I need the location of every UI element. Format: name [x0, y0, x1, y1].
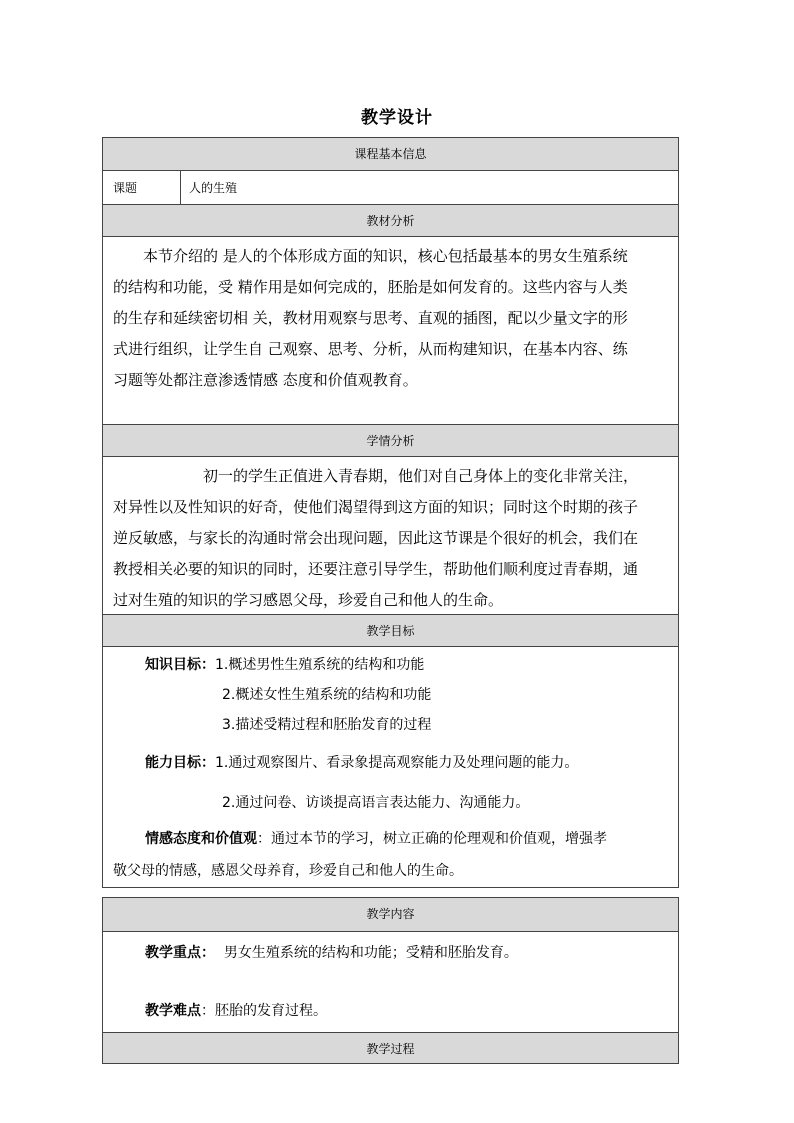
material-line: 的结构和功能，受 精作用是如何完成的，胚胎是如何发育的。这些内容与人类 [113, 278, 628, 296]
material-analysis-header [103, 205, 678, 237]
page-title: 教学设计 [361, 108, 433, 128]
emotion-goal [113, 824, 670, 856]
ability-goal-1 [113, 748, 670, 788]
learner-line: 教授相关必要的知识的同时，还要注意引导学生，帮助他们顺利度过青春期，通 [113, 560, 639, 578]
objectives-header-label: 教学目标 [366, 624, 415, 638]
knowledge-goal-label: 知识目标： [145, 657, 215, 673]
learner-line: 初一的学生正值进入青春期，他们对自己身体上的变化非常关注， [203, 467, 639, 485]
basic-info-header [103, 138, 678, 171]
content-table [102, 897, 679, 1064]
learner-analysis-header-label: 学情分析 [366, 434, 415, 448]
emotion-goal-label: 情感态度和价值观 [145, 831, 257, 847]
content-header [103, 898, 678, 932]
basic-info-header-label: 课程基本信息 [354, 147, 427, 161]
difficulty-point-label: 教学难点 [145, 1003, 201, 1019]
learner-analysis-header [103, 425, 678, 457]
emotion-goal-text: 敬父母的情感，感恩父母养育，珍爱自己和他人的生命。 [113, 863, 463, 879]
ability-goal-item: 1.通过观察图片、看录象提高观察能力及处理问题的能力。 [215, 755, 579, 771]
key-point [113, 938, 670, 996]
topic-value: 人的生殖 [189, 181, 238, 195]
material-line: 本节介绍的 是人的个体形成方面的知识，核心包括最基本的男女生殖系统 [143, 247, 628, 265]
content-body [103, 932, 678, 1033]
knowledge-goal-item: 3.描述受精过程和胚胎发育的过程 [222, 717, 432, 733]
learner-line: 对异性以及性知识的好奇，使他们渴望得到这方面的知识；同时这个时期的孩子 [113, 498, 639, 516]
learner-analysis-body [103, 457, 678, 615]
key-point-label: 教学重点： [145, 945, 215, 961]
learner-line: 逆反敏感，与家长的沟通时常会出现问题，因此这节课是个很好的机会，我们在 [113, 529, 639, 547]
knowledge-goal-1 [113, 650, 670, 680]
emotion-goal-text: ：通过本节的学习，树立正确的伦理观和价值观，增强孝 [257, 831, 607, 847]
topic-row [103, 171, 678, 205]
design-table [102, 137, 679, 888]
process-header-label: 教学过程 [366, 1042, 415, 1056]
material-line: 式进行组织，让学生自 己观察、思考、分析，从而构建知识，在基本内容、练 [113, 340, 628, 358]
process-header [103, 1033, 678, 1063]
content-header-label: 教学内容 [366, 907, 415, 921]
material-analysis-body [103, 237, 678, 425]
difficulty-point-text: ：胚胎的发育过程。 [201, 1003, 327, 1019]
ability-goal-item: 2.通过问卷、访谈提高语言表达能力、沟通能力。 [222, 795, 530, 811]
material-line: 习题等处都注意渗透情感 态度和价值观教育。 [113, 371, 418, 389]
material-analysis-header-label: 教材分析 [366, 214, 415, 228]
key-point-text: 男女生殖系统的结构和功能；受精和胚胎发育。 [223, 945, 518, 961]
objectives-header [103, 615, 678, 647]
knowledge-goal-item: 1.概述男性生殖系统的结构和功能 [215, 657, 425, 673]
learner-line: 过对生殖的知识的学习感恩父母，珍爱自己和他人的生命。 [113, 591, 504, 609]
knowledge-goal-item: 2.概述女性生殖系统的结构和功能 [222, 687, 432, 703]
material-line: 的生存和延续密切相 关，教材用观察与思考、直观的插图，配以少量文字的形 [113, 309, 628, 327]
objectives-body [103, 647, 678, 887]
difficulty-point [113, 996, 670, 1026]
ability-goal-label: 能力目标： [145, 755, 215, 771]
topic-label: 课题 [103, 171, 181, 204]
